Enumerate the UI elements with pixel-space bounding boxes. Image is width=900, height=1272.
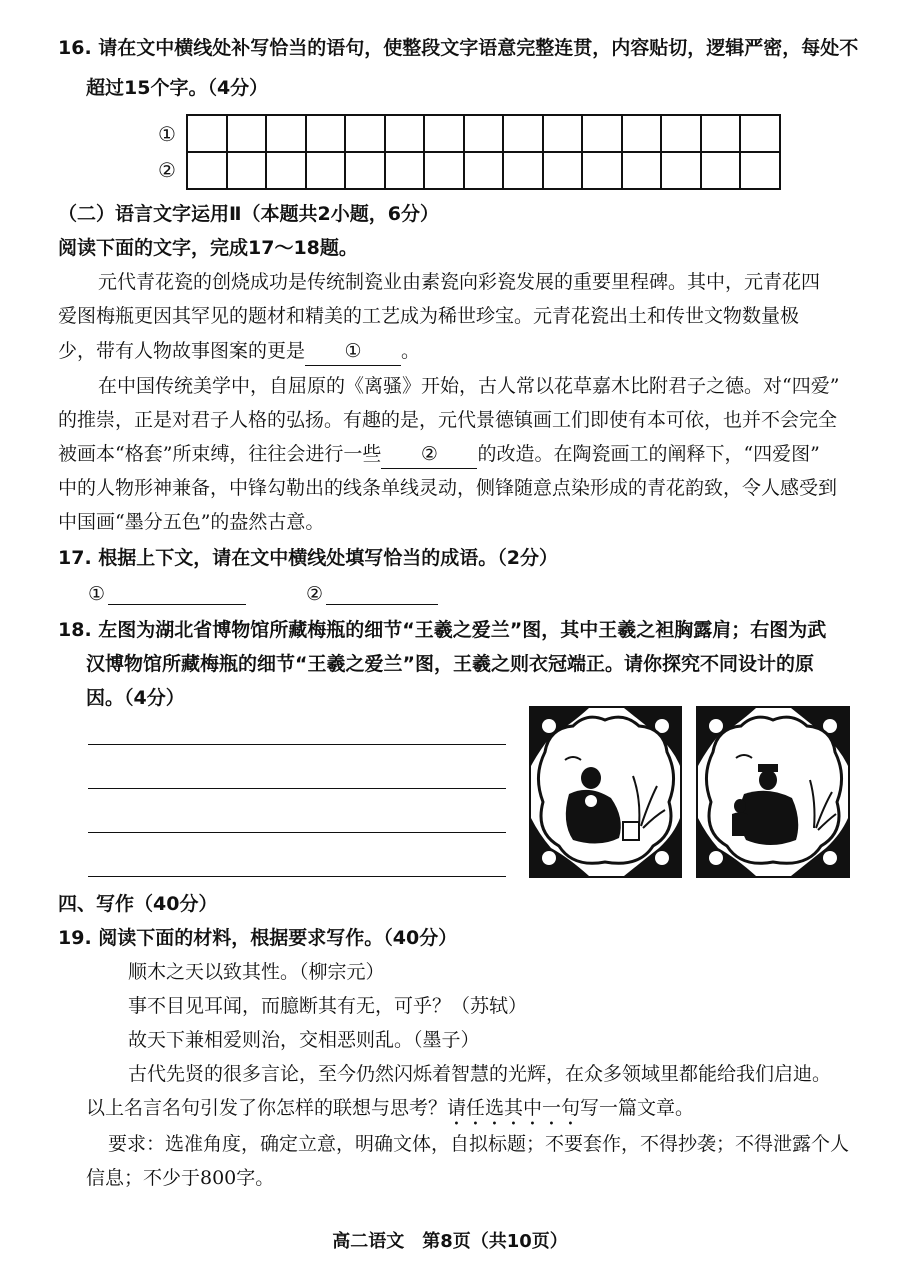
grid-cell[interactable] [740, 115, 780, 152]
q18-answer-line[interactable] [88, 788, 506, 789]
grid-cell[interactable] [266, 152, 306, 189]
q16-row2-label: ② [158, 158, 176, 182]
grid-cell[interactable] [464, 115, 504, 152]
grid-cell[interactable] [543, 152, 583, 189]
passage-p1-line2: 爱图梅瓶更因其罕见的题材和精美的工艺成为稀世珍宝。元青花瓷出土和传世文物数量极 [58, 305, 800, 327]
grid-cell[interactable] [701, 115, 741, 152]
q16-row1-label: ① [158, 122, 176, 146]
passage-p2-line3 [58, 440, 820, 469]
q16-line1: 16. 请在文中横线处补写恰当的语句，使整段文字语意完整连贯，内容贴切，逻辑严密，每处不 [58, 37, 859, 59]
passage-p2-line2: 的推崇，正是对君子人格的弘扬。有趣的是，元代景德镇画工们即使有本可依，也并不会完全 [58, 409, 838, 431]
q19-line1: 19. 阅读下面的材料，根据要求写作。（40分） [58, 927, 458, 949]
grid-cell[interactable] [227, 115, 267, 152]
q19-quote1: 顺木之天以致其性。（柳宗元） [128, 961, 385, 983]
grid-cell[interactable] [385, 152, 425, 189]
answer-grid-row-1[interactable] [187, 115, 780, 152]
q18-answer-line[interactable] [88, 876, 506, 877]
q17-answer-1-label: ① [88, 583, 106, 605]
q17-answer-1 [88, 580, 105, 608]
answer-grid-row-2[interactable] [187, 152, 780, 189]
q19-para-line2a: 以上名言名句引发了你怎样的联想与思考？ [86, 1097, 448, 1119]
q17-answer-1-line[interactable] [108, 604, 246, 605]
q16-line2: 超过15个字。（4分） [86, 77, 269, 99]
passage-p2-line1: 在中国传统美学中，自屈原的《离骚》开始，古人常以花草嘉木比附君子之德。对“四爱” [98, 375, 840, 397]
grid-cell[interactable] [424, 115, 464, 152]
passage-p1-line3-end: 。 [401, 340, 421, 362]
q18-answer-line[interactable] [88, 832, 506, 833]
grid-cell[interactable] [187, 115, 227, 152]
passage-p2-line4: 中的人物形神兼备，中锋勾勒出的线条单线灵动，侧锋随意点染形成的青花韵致，令人感受到 [58, 477, 838, 499]
wang-xizhi-orchid-left-icon [529, 706, 682, 878]
left-vase-image [529, 706, 682, 878]
grid-cell[interactable] [306, 115, 346, 152]
grid-cell[interactable] [582, 152, 622, 189]
grid-cell[interactable] [740, 152, 780, 189]
section4-heading: 四、写作（40分） [58, 893, 218, 915]
grid-cell[interactable] [187, 152, 227, 189]
right-vase-image [696, 706, 850, 878]
passage-p2-line3-end: 的改造。在陶瓷画工的阐释下，“四爱图” [477, 443, 820, 465]
grid-cell[interactable] [385, 115, 425, 152]
q17-answer-2-label: ② [306, 583, 324, 605]
q19-emphasis: 请任选其中一句 [447, 1097, 581, 1119]
q17-answer-2 [306, 580, 323, 608]
passage-p2-line3-text: 被画本“格套”所束缚，往往会进行一些 [58, 443, 382, 465]
grid-cell[interactable] [503, 152, 543, 189]
grid-cell[interactable] [661, 152, 701, 189]
passage-p2-line5: 中国画“墨分五色”的盎然古意。 [58, 511, 325, 533]
wang-xizhi-orchid-right-icon [696, 706, 850, 878]
grid-cell[interactable] [345, 115, 385, 152]
q19-para-line1: 古代先贤的很多言论，至今仍然闪烁着智慧的光辉，在众多领域里都能给我们启迪。 [128, 1063, 832, 1085]
grid-cell[interactable] [543, 115, 583, 152]
grid-cell[interactable] [622, 115, 662, 152]
answer-grid[interactable] [186, 114, 781, 190]
passage-p1-line1: 元代青花瓷的创烧成功是传统制瓷业由素瓷向彩瓷发展的重要里程碑。其中，元青花四 [98, 271, 821, 293]
grid-cell[interactable] [582, 115, 622, 152]
passage-p1-line3 [58, 337, 420, 366]
q18-line2: 汉博物馆所藏梅瓶的细节“王羲之爱兰”图，王羲之则衣冠端正。请你探究不同设计的原 [86, 653, 814, 675]
q18-line1: 18. 左图为湖北省博物馆所藏梅瓶的细节“王羲之爱兰”图，其中王羲之袒胸露肩；右图为武 [58, 619, 827, 641]
section2-instruction: 阅读下面的文字，完成17～18题。 [58, 237, 358, 259]
grid-cell[interactable] [306, 152, 346, 189]
q17-text: 17. 根据上下文，请在文中横线处填写恰当的成语。（2分） [58, 547, 558, 569]
passage-p1-line3-text: 少，带有人物故事图案的更是 [58, 340, 306, 362]
blank-1[interactable]: ① [305, 337, 401, 366]
grid-cell[interactable] [701, 152, 741, 189]
grid-cell[interactable] [266, 115, 306, 152]
grid-cell[interactable] [345, 152, 385, 189]
grid-cell[interactable] [622, 152, 662, 189]
grid-cell[interactable] [424, 152, 464, 189]
q17-answer-2-line[interactable] [326, 604, 438, 605]
q18-answer-line[interactable] [88, 744, 506, 745]
q18-line3: 因。（4分） [86, 687, 185, 709]
grid-cell[interactable] [227, 152, 267, 189]
page-footer: 高二语文 第8页（共10页） [332, 1231, 568, 1252]
grid-cell[interactable] [503, 115, 543, 152]
q19-para-line2c: 写一篇文章。 [580, 1097, 695, 1119]
grid-cell[interactable] [661, 115, 701, 152]
q19-para-line2 [86, 1094, 694, 1130]
section2-heading: （二）语言文字运用Ⅱ（本题共2小题，6分） [58, 203, 439, 225]
q19-req-line1: 要求：选准角度，确定立意，明确文体，自拟标题；不要套作，不得抄袭；不得泄露个人 [108, 1133, 850, 1155]
q19-quote3: 故天下兼相爱则治，交相恶则乱。（墨子） [128, 1029, 480, 1051]
q19-req-line2: 信息；不少于800字。 [86, 1167, 275, 1189]
q19-quote2: 事不目见耳闻，而臆断其有无，可乎？（苏轼） [128, 995, 528, 1017]
grid-cell[interactable] [464, 152, 504, 189]
blank-2[interactable]: ② [381, 440, 477, 469]
